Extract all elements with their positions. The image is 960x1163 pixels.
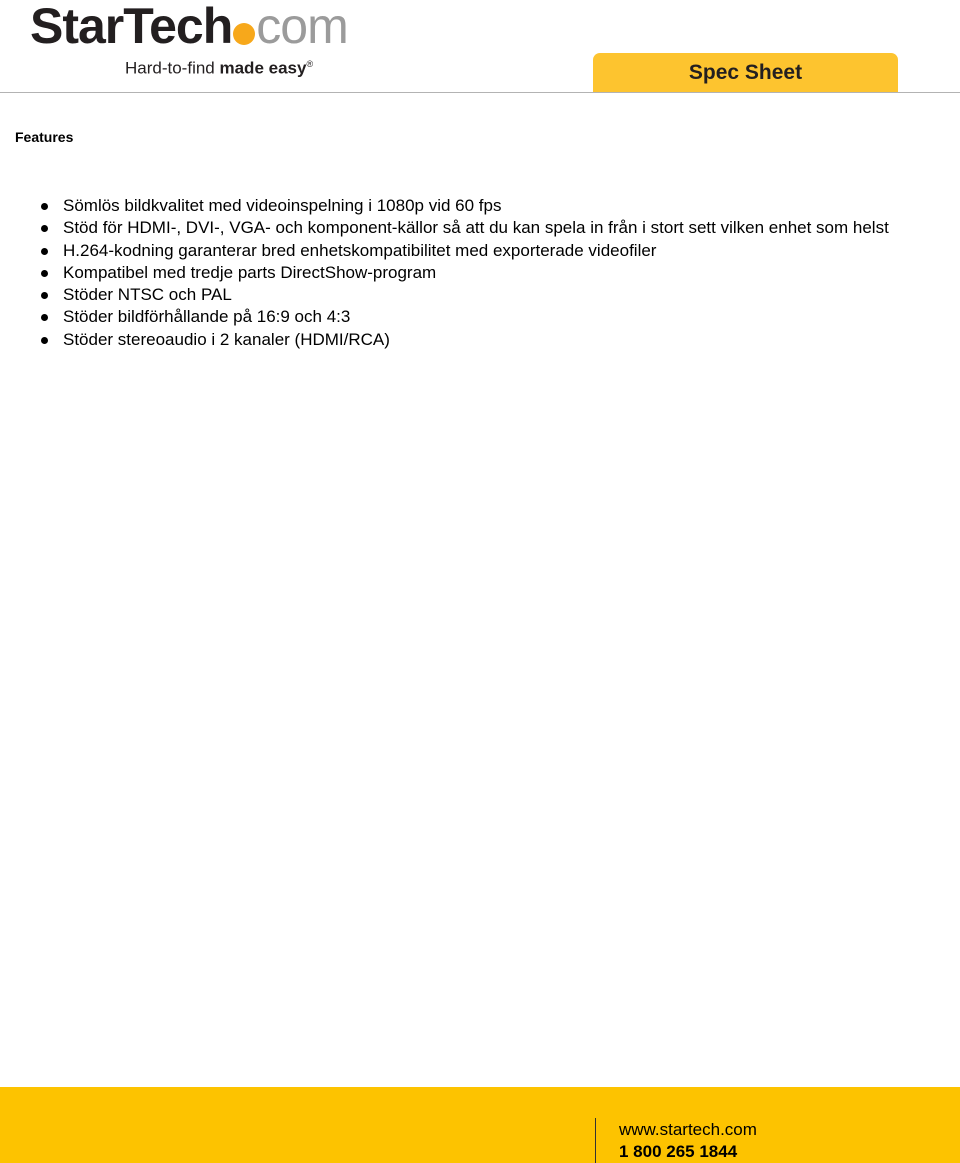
logo-suffix: com (256, 0, 348, 54)
footer-divider (595, 1118, 596, 1163)
feature-text: H.264-kodning garanterar bred enhetskompatibilitet med exporterade videofiler (63, 240, 657, 260)
feature-text: Stöder bildförhållande på 16:9 och 4:3 (63, 307, 351, 327)
logo-wordmark (30, 0, 348, 56)
footer-bar (0, 1087, 960, 1163)
spec-sheet-tab (593, 53, 898, 92)
phone-number: 1 800 265 1844 (619, 1142, 738, 1161)
feature-text: Stöd för HDMI-, DVI-, VGA- och komponent-källor så att du kan spela in från i stort sett vilken enhet som helst (63, 218, 889, 238)
spec-sheet-label: Spec Sheet (688, 60, 803, 84)
list-item (63, 329, 943, 351)
bullet-icon (41, 203, 48, 210)
bullet-icon (41, 225, 48, 232)
list-item (63, 217, 943, 239)
logo-tagline-regular: Hard-to-find (125, 58, 220, 78)
logo-dot-icon (233, 23, 255, 45)
header-divider (0, 92, 960, 93)
logo-tagline (125, 54, 313, 79)
bullet-icon (41, 314, 48, 321)
feature-text: Kompatibel med tredje parts DirectShow-program (63, 262, 437, 282)
startech-logo[interactable] (30, 0, 348, 86)
feature-text: Stöder stereoaudio i 2 kanaler (HDMI/RCA) (63, 329, 390, 349)
bullet-icon (41, 292, 48, 299)
list-item (63, 240, 943, 262)
features-list (63, 195, 943, 351)
bullet-icon (41, 270, 48, 277)
feature-text: Sömlös bildkvalitet med videoinspelning i 1080p vid 60 fps (63, 196, 502, 215)
logo-tagline-bold: made easy (219, 58, 307, 78)
feature-text: Stöder NTSC och PAL (63, 285, 232, 305)
registered-mark: ® (306, 59, 314, 69)
features-title: Features (15, 129, 74, 145)
list-item (63, 262, 943, 284)
list-item (63, 284, 943, 306)
list-item (63, 195, 943, 217)
logo-brand: StarTech (30, 0, 233, 54)
list-item (63, 306, 943, 328)
website-link[interactable]: www.startech.com (619, 1120, 757, 1139)
bullet-icon (41, 337, 48, 344)
bullet-icon (41, 248, 48, 255)
